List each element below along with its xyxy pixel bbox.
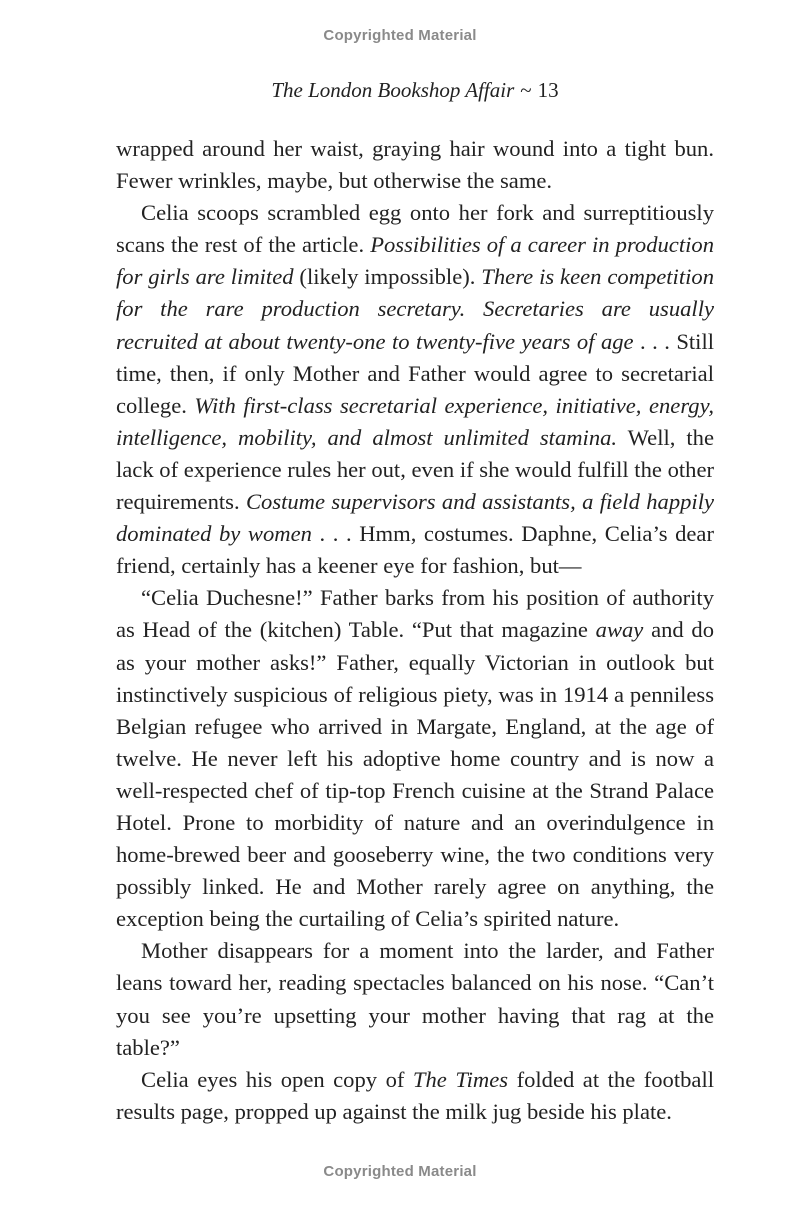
copyright-watermark-top: Copyrighted Material <box>323 27 477 44</box>
italic-quote: With first-class secretarial experience, initiative, energy, intelligence, mobility, and almost unlimited stamina. <box>116 392 714 450</box>
paragraph-5 <box>116 1064 714 1128</box>
text-span: Celia scoops scrambled egg onto her fork and surreptitiously scans the rest of the article. <box>116 200 714 258</box>
paragraph-1 <box>116 133 714 197</box>
italic-quote: There is keen competition for the rare production secretary. Secretaries are usually recruited at about twenty-one to twenty-five years of age <box>116 264 714 354</box>
italic-emphasis: away <box>595 617 644 643</box>
paragraph-2 <box>116 197 714 582</box>
text-span: Mother disappears for a moment into the larder, and Father leans toward her, reading spectacles balanced on his nose. “Can’t you see you’re upsetting your mother having that rag at the table?” <box>116 938 714 1060</box>
copyright-watermark-bottom: Copyrighted Material <box>323 1163 477 1180</box>
text-span: and do as your mother asks!” Father, equally Victorian in outlook but instinctively suspicious of religious piety, was in 1914 a penniless Belgian refugee who arrived in Margate, England, at the age of twelve. He never left his adoptive home country and is now a well-respected chef of tip-top French cuisine at the Strand Palace Hotel. Prone to morbidity of nature and an overindulgence in home-brewed beer and gooseberry wine, the two conditions very possibly linked. He and Mother rarely agree on anything, the exception being the curtailing of Celia’s spirited nature. <box>116 617 714 932</box>
header-separator: ~ <box>520 78 532 102</box>
italic-quote: Costume supervisors and assistants, a field happily dominated by women <box>116 489 714 547</box>
body-text <box>116 133 714 1128</box>
text-span: Celia eyes his open copy of <box>141 1066 413 1092</box>
text-span: . . . Still time, then, if only Mother and Father would agree to secretarial college. <box>116 328 715 418</box>
italic-quote: Possibilities of a career in production for girls are limited <box>116 232 714 290</box>
book-title: The London Bookshop Affair <box>271 78 515 102</box>
page-number: 13 <box>537 78 559 102</box>
paragraph-3 <box>116 582 714 935</box>
text-span: folded at the football results page, propped up against the milk jug beside his plate. <box>116 1066 715 1124</box>
text-span: (likely impossible). <box>293 264 482 290</box>
text-span: Well, the lack of experience rules her out, even if she would fulfill the other requirements. <box>116 424 714 515</box>
text-span: . . . Hmm, costumes. Daphne, Celia’s dear friend, certainly has a keener eye for fashion, but— <box>116 521 714 579</box>
paragraph-4 <box>116 935 714 1063</box>
text-span: “Celia Duchesne!” Father barks from his position of authority as Head of the (kitchen) Table. “Put that magazine <box>116 585 714 643</box>
text-span: wrapped around her waist, graying hair wound into a tight bun. Fewer wrinkles, maybe, but otherwise the same. <box>116 136 714 194</box>
newspaper-title: The Times <box>412 1066 509 1092</box>
running-header <box>0 78 800 103</box>
